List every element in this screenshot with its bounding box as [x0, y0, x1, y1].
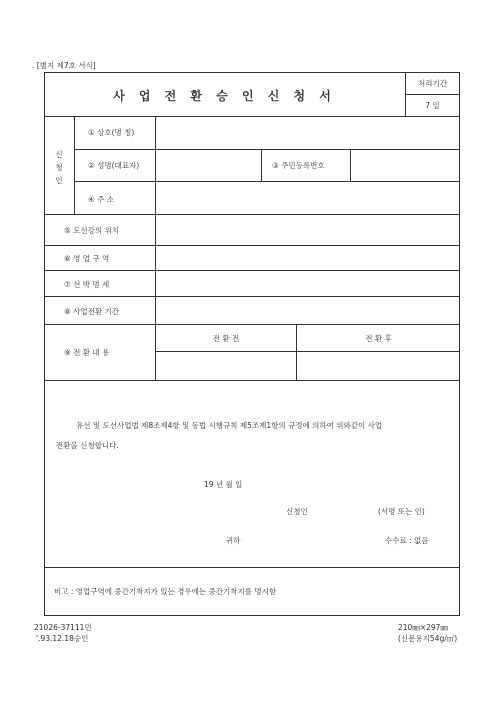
business-area-field[interactable]	[156, 246, 459, 269]
statement-line-1: 유선 및 도선사업법 제8조제4항 및 동법 시행규칙 제5조제1항의 규정에 의하여 위와같이 사업	[76, 421, 383, 430]
address-label: ④ 주 소	[88, 195, 114, 204]
date-line: 19 년 월 일	[204, 480, 243, 489]
note-text: 비고 : 영업구역에 중간기착지가 있는 경우에는 중간기착지를 명시함	[54, 587, 277, 596]
conversion-period-label: ⑧ 사업전환 기간	[64, 307, 119, 316]
river-location-label: ⑤ 도선강의 위치	[64, 226, 119, 235]
recipient-label: 귀하	[226, 536, 241, 545]
paper-type: (신문용지54g/㎡)	[398, 634, 458, 643]
resident-number-label: ③ 주민등록번호	[272, 161, 325, 170]
company-name-label: ① 상호(명 칭)	[88, 128, 135, 137]
sign-or-seal-label: (서명 또는 인)	[378, 507, 425, 516]
fee-label: 수수료 : 없음	[385, 536, 429, 545]
form-code: 21026-37111민	[34, 623, 92, 632]
before-conversion-field[interactable]	[156, 352, 295, 379]
business-area-label: ⑥ 영 업 구 역	[64, 254, 110, 263]
processing-period-value: 7 일	[425, 101, 440, 110]
statement-line-2: 전환을 신청합니다.	[56, 441, 119, 450]
conversion-content-label: ⑨ 전 환 내 용	[64, 348, 110, 357]
before-conversion-header: 전 환 전	[212, 334, 240, 343]
representative-label: ② 성명(대표자)	[88, 161, 140, 170]
processing-period-label: 처리기간	[418, 79, 447, 88]
form-title: 사 업 전 환 승 인 신 청 서	[113, 89, 336, 103]
after-conversion-field[interactable]	[297, 352, 459, 379]
applicant-group-label: 신 청 인	[55, 150, 63, 185]
approval-date: '.93.12.18승인	[36, 634, 89, 643]
ship-details-label: ⑦ 선 박 명 세	[64, 280, 110, 289]
representative-field[interactable]	[156, 150, 260, 180]
river-location-field[interactable]	[156, 215, 459, 244]
conversion-period-field[interactable]	[156, 297, 459, 323]
ship-details-field[interactable]	[156, 271, 459, 295]
after-conversion-header: 전 환 후	[365, 334, 392, 343]
form-number-label: . [별지 제7호 서식]	[32, 61, 96, 70]
company-name-field[interactable]	[156, 117, 459, 148]
paper-size: 210㎜×297㎜	[398, 623, 448, 632]
applicant-signature-label: 신청인	[286, 507, 308, 516]
address-field[interactable]	[156, 182, 459, 213]
resident-number-field[interactable]	[351, 150, 459, 180]
